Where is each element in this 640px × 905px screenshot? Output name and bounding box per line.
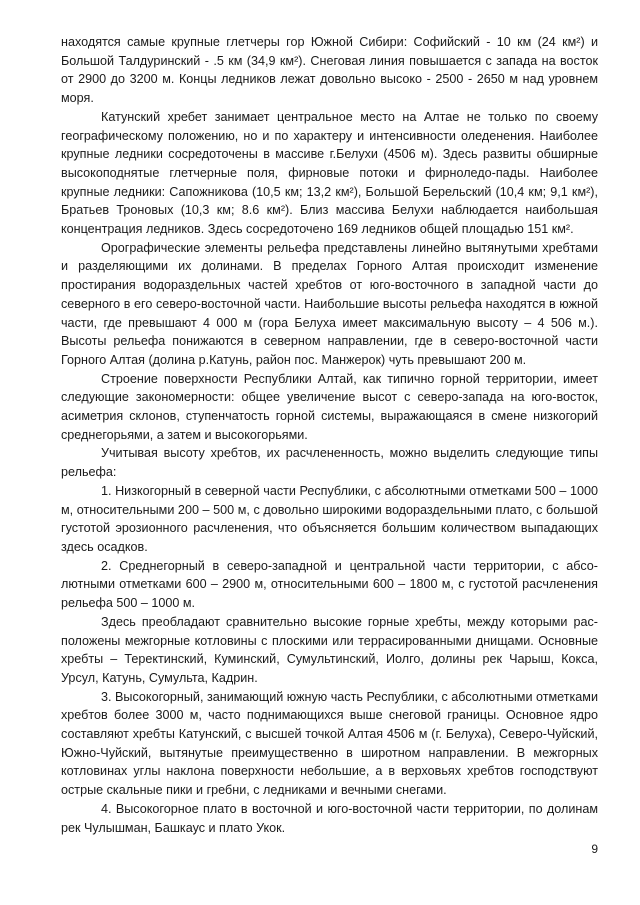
paragraph-katun-ridge: Катунский хребет занимает центральное место на Алтае не только по своему географическому положению, но и по характеру и интенсивности оледенения. Наиболее крупные ледники сосредоточены в массиве г.Белухи (4506 м). Здесь развиты обширные высокоподнятые глетчерные поля, фирновые потоки и фирноледо-пады. Наиболее крупные ледники: Сапожникова (10,5 км; 13,2 км²), Большой Берельский (10,4 км; 9,1 км²), Братьев Троновых (10,3 км; 8.6 км²). Близ массива Белухи наблюдается наибольшая концентрация ледников. Здесь сосредоточено 169 ледников общей площадью 151 км². (61, 109, 598, 237)
list-item-high-mountain: 3. Высокогорный, занимающий южную часть Республики, с абсолютными отметками хребтов более 3000 м, часто поднимающихся выше снеговой границы. Основное ядро составляют хребты Катунский, с высшей точкой Алтая 4506 м (г. Белуха), Северо-Чуйский, Южно-Чуйский, вытянутые преимущественно в широтном направлении. В межгорных котловинах углы наклона поверхности небольшие, а в верховьях хребтов господствуют острые скальные пики и гребни, с ледниками и вечными снегами. (61, 689, 598, 798)
document-page (61, 33, 598, 837)
list-item-low-mountain: 1. Низкогорный в северной части Республики, с абсолютными отметками 500 – 1000 м, относительными 200 – 500 м, с довольно широкими водораздельными плато, с большой густотой эрозионного расчленения, что объясняется большим количеством выпадающих здесь осадков. (61, 483, 598, 554)
list-item-mid-mountain: 2. Среднегорный в северо-западной и центральной части территории, с абсолютными отметками 600 – 2900 м, относительными 600 – 1800 м, с густотой расчленения рельефа 500 – 1000 м. (61, 558, 598, 611)
paragraph-surface-structure: Строение поверхности Республики Алтай, как типично горной территории, имеет следующие закономерности: общее увеличение высот с северо-запада на юго-восток, асиметрия склонов, ступенчатость горной системы, выражающаяся в смене низкогорий среднегорьями, а затем и высокогорьями. (61, 371, 598, 442)
list-item-high-plateau: 4. Высокогорное плато в восточной и юго-восточной части территории, по долинам рек Чулышман, Башкаус и плато Укок. (61, 801, 598, 835)
page-number: 9 (591, 842, 598, 856)
paragraph-mid-mountain-details: Здесь преобладают сравнительно высокие горные хребты, между которыми расположены межгорные котловины с плоскими или террасированными днищами. Основные хребты – Теректинский, Куминский, Сумультинский, Иолго, долины рек Чарыш, Кокса, Урсул, Катунь, Сумульта, Кадрин. (61, 614, 598, 685)
paragraph-relief-types-intro: Учитывая высоту хребтов, их расчлененность, можно выделить следующие типы рельефа: (61, 446, 598, 480)
paragraph-orographic-elements: Орографические элементы рельефа представлены линейно вытянутыми хребтами и разделяющими их долинами. В пределах Горного Алтая происходит изменение простирания водораздельных частей хребтов от юго-восточного в западной части до северного в его северо-восточной части. Наибольшие высоты рельефа находятся в южной части, где превышают 4 000 м (гора Белуха имеет максимальную высоту – 4 506 м.). Высоты рельефа понижаются в северном направлении, где в северо-восточной части Горного Алтая (долина р.Катунь, район пос. Манжерок) чуть превышают 200 м. (61, 240, 598, 367)
paragraph-glaciers-south-siberia: находятся самые крупные глетчеры гор Южной Сибири: Софийский - 10 км (24 км²) и Большой Талдуринский - .5 км (34,9 км²). Снеговая линия повышается с запада на восток от 2900 до 3200 м. Концы ледников лежат довольно высоко - 2500 - 2650 м над уровнем моря. (61, 35, 598, 106)
